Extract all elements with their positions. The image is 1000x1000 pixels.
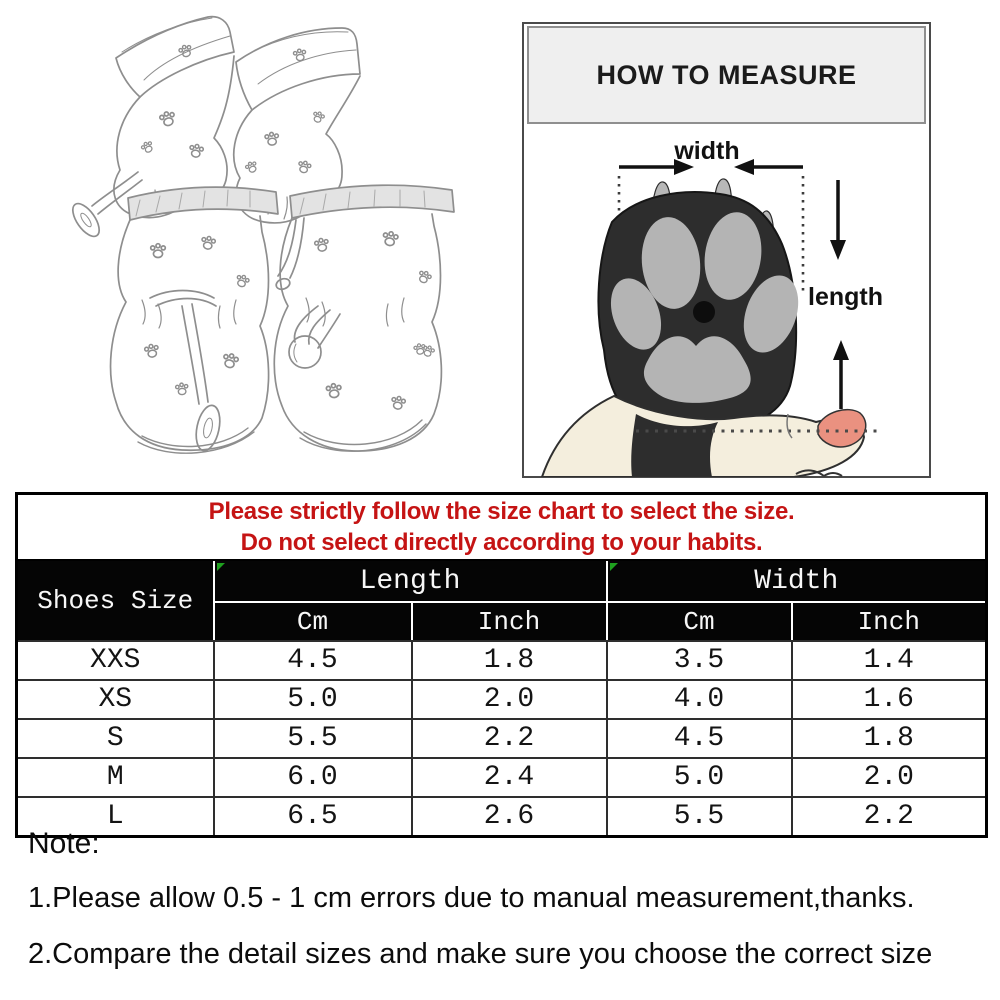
warning-line-2: Do not select directly according to your habits. (240, 529, 763, 556)
size-row (17, 758, 987, 797)
value-cell: 4.0 (607, 680, 792, 719)
sub-header-cell: Inch (412, 602, 607, 641)
value-cell: 1.4 (792, 641, 987, 680)
value-cell: 2.2 (792, 797, 987, 837)
value-cell: 2.0 (412, 680, 607, 719)
warning-row (17, 494, 987, 561)
value-cell: 5.5 (214, 719, 412, 758)
group-header-row (17, 560, 987, 602)
value-cell: 4.5 (607, 719, 792, 758)
size-row (17, 719, 987, 758)
length-label: length (808, 283, 883, 311)
notes-section (28, 826, 993, 992)
measure-panel (522, 22, 931, 478)
value-cell: 6.5 (214, 797, 412, 837)
value-cell: 5.0 (607, 758, 792, 797)
size-cell: S (17, 719, 214, 758)
value-cell: 2.2 (412, 719, 607, 758)
cell-corner-marker (217, 563, 225, 571)
corner-header-cell: Shoes Size (17, 560, 214, 641)
size-cell: L (17, 797, 214, 837)
size-cell: XXS (17, 641, 214, 680)
value-cell: 5.0 (214, 680, 412, 719)
size-cell: M (17, 758, 214, 797)
paw-center-dot (693, 301, 715, 323)
sub-header-cell: Cm (607, 602, 792, 641)
value-cell: 1.8 (412, 641, 607, 680)
value-cell: 4.5 (214, 641, 412, 680)
dog-shoes-sketch (0, 0, 520, 490)
value-cell: 1.6 (792, 680, 987, 719)
value-cell: 1.8 (792, 719, 987, 758)
size-row (17, 641, 987, 680)
paw-measure-diagram (524, 126, 928, 477)
paw-print-pattern (140, 43, 435, 410)
size-chart-table (15, 492, 988, 838)
boot-sketch-4 (274, 185, 454, 451)
value-cell: 2.0 (792, 758, 987, 797)
measure-panel-title: HOW TO MEASURE (527, 26, 926, 124)
length-group-header: Length (214, 560, 607, 602)
size-row (17, 680, 987, 719)
size-cell: XS (17, 680, 214, 719)
sub-header-cell: Inch (792, 602, 987, 641)
value-cell: 6.0 (214, 758, 412, 797)
notes-heading: Note: (28, 827, 100, 860)
boot-sketch-3 (111, 187, 278, 453)
warning-line-1: Please strictly follow the size chart to select the size. (208, 498, 795, 525)
sub-header-cell: Cm (214, 602, 412, 641)
value-cell: 2.4 (412, 758, 607, 797)
note-item-1: 1.Please allow 0.5 - 1 cm errors due to manual measurement,thanks. (28, 882, 915, 914)
boot-sketch-2 (234, 28, 360, 291)
cell-corner-marker (610, 563, 618, 571)
value-cell: 3.5 (607, 641, 792, 680)
value-cell: 5.5 (607, 797, 792, 837)
width-group-header: Width (607, 560, 987, 602)
note-item-2: 2.Compare the detail sizes and make sure you choose the correct size (28, 938, 933, 970)
width-label: width (674, 137, 740, 165)
value-cell: 2.6 (412, 797, 607, 837)
